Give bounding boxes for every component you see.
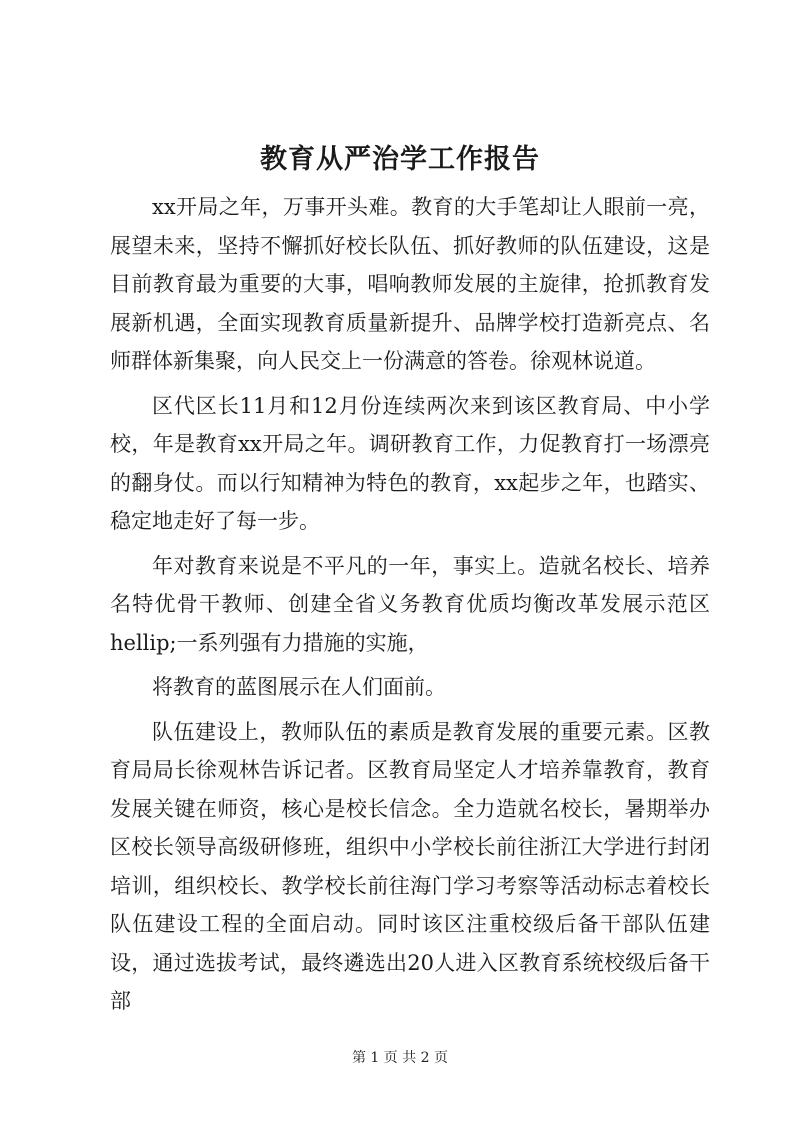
paragraph-2: 区代区长11月和12月份连续两次来到该区教育局、中小学校，年是教育xx开局之年。调研教育工作，力促教育打一场漂亮的翻身仗。而以行知精神为特色的教育，xx起步之年，也踏实、稳定地走好了每一步。: [110, 393, 710, 533]
paragraph-4: 将教育的蓝图展示在人们面前。: [152, 675, 446, 699]
paragraph-1: xx开局之年，万事开头难。教育的大手笔却让人眼前一亮，展望未来，坚持不懈抓好校长队伍、抓好教师的队伍建设，这是目前教育最为重要的大事，唱响教师发展的主旋律，抢抓教育发展新机遇，全面实现教育质量新提升、品牌学校打造新亮点、名师群体新集聚，向人民交上一份满意的答卷。徐观林说道。: [110, 195, 710, 373]
paragraph-3: 年对教育来说是不平凡的一年，事实上。造就名校长、培养名特优骨干教师、创建全省义务教育优质均衡改革发展示范区hellip;一系列强有力措施的实施，: [110, 553, 710, 655]
page-footer: 第 1 页 共 2 页: [351, 1050, 449, 1066]
document-title: 教育从严治学工作报告: [260, 144, 540, 175]
document-body: [110, 188, 710, 1021]
paragraph-5: 队伍建设上，教师队伍的素质是教育发展的重要元素。区教育局局长徐观林告诉记者。区教育局坚定人才培养靠教育，教育发展关键在师资，核心是校长信念。全力造就名校长，暑期举办区校长领导高级研修班，组织中小学校长前往浙江大学进行封闭培训，组织校长、教学校长前往海门学习考察等活动标志着校长队伍建设工程的全面启动。同时该区注重校级后备干部队伍建设，通过选拔考试，最终遴选出20人进入区教育系统校级后备干部: [110, 719, 710, 1013]
